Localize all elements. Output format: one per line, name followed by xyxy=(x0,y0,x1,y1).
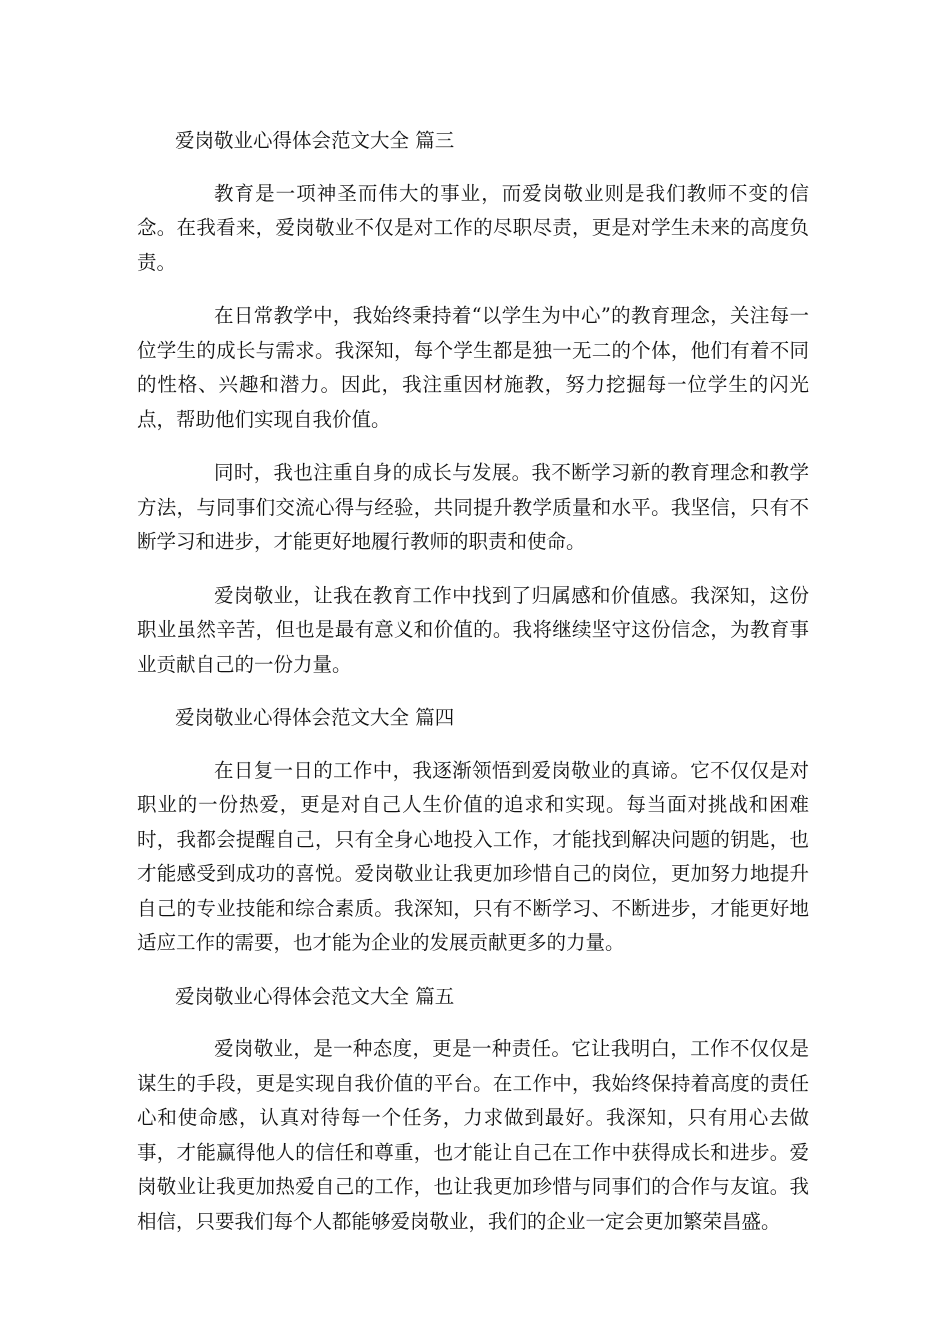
section-title-4: 爱岗敬业心得体会范文大全 篇四 xyxy=(175,706,455,729)
paragraph: 爱岗敬业，让我在教育工作中找到了归属感和价值感。我深知，这份职业虽然辛苦，但也是最有意义和价值的。我将继续坚守这份信念，为教育事业贡献自己的一份力量。 xyxy=(137,583,809,676)
paragraph: 同时，我也注重自身的成长与发展。我不断学习新的教育理念和教学方法，与同事们交流心得与经验，共同提升教学质量和水平。我坚信，只有不断学习和进步，才能更好地履行教师的职责和使命。 xyxy=(137,461,809,553)
paragraph: 爱岗敬业，是一种态度，更是一种责任。它让我明白，工作不仅仅是谋生的手段，更是实现自我价值的平台。在工作中，我始终保持着高度的责任心和使命感，认真对待每一个任务，力求做到最好。我深知，只有用心去做事，才能赢得他人的信任和尊重，也才能让自己在工作中获得成长和进步。爱岗敬业让我更加热爱自己的工作，也让我更加珍惜与同事们的合作与友谊。我相信，只要我们每个人都能够爱岗敬业，我们的企业一定会更加繁荣昌盛。 xyxy=(137,1037,809,1233)
paragraph: 教育是一项神圣而伟大的事业，而爱岗敬业则是我们教师不变的信念。在我看来，爱岗敬业不仅是对工作的尽职尽责，更是对学生未来的高度负责。 xyxy=(137,181,809,274)
section-title-3: 爱岗敬业心得体会范文大全 篇三 xyxy=(175,129,455,152)
paragraph: 在日复一日的工作中，我逐渐领悟到爱岗敬业的真谛。它不仅仅是对职业的一份热爱，更是对自己人生价值的追求和实现。每当面对挑战和困难时，我都会提醒自己，只有全身心地投入工作，才能找到解决问题的钥匙，也才能感受到成功的喜悦。爱岗敬业让我更加珍惜自己的岗位，更加努力地提升自己的专业技能和综合素质。我深知，只有不断学习、不断进步，才能更好地适应工作的需要，也才能为企业的发展贡献更多的力量。 xyxy=(137,758,809,954)
document-body xyxy=(137,124,809,1239)
paragraph: 在日常教学中，我始终秉持着“以学生为中心”的教育理念，关注每一位学生的成长与需求。我深知，每个学生都是独一无二的个体，他们有着不同的性格、兴趣和潜力。因此，我注重因材施教，努力挖掘每一位学生的闪光点，帮助他们实现自我价值。 xyxy=(137,304,809,431)
section-title-5: 爱岗敬业心得体会范文大全 篇五 xyxy=(175,984,455,1008)
